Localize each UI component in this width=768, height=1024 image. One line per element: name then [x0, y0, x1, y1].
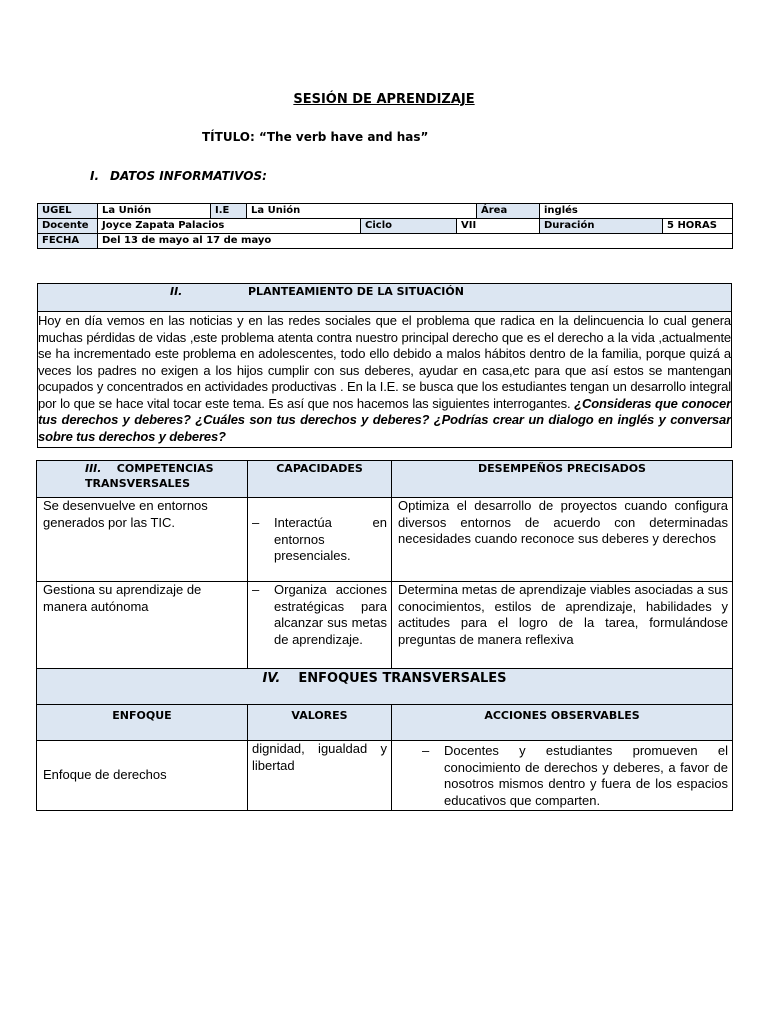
approach-row [37, 741, 733, 811]
desempenos-header: DESEMPEÑOS PRECISADOS [392, 461, 733, 498]
section-datos-informativos [90, 169, 267, 183]
info-table [37, 203, 733, 249]
section-label: DATOS INFORMATIVOS: [110, 169, 267, 183]
desempeno-cell: Optimiza el desarrollo de proyectos cuando configura diversos entornos de acuerdo con determinadas necesidades cuando reconoce sus deberes y derechos [392, 498, 733, 582]
list-dash: – [252, 582, 260, 597]
situation-body [38, 312, 731, 445]
situation-text: Hoy en día vemos en las noticias y en las redes sociales que el problema que radica en la delincuencia lo cual genera muchas pérdidas de vidas ,este problema atenta contra nuestro principal derecho que es el derecho a la vida ,actualmente se ha incrementado este problema en adolescentes, todo ello debido a malos hábitos dentro de la familia, porque quizá a veces los padres no exigen a los hijos cumplir con sus deberes, ayudar en casa,etc para que así estos se mantengan ocupados y concentrados en actividades productivas . En la I.E. se busca que los estudiantes tengan un desarrollo integral por lo que se hace vital tocar este tema. Es así que nos hacemos las siguientes interrogantes. [38, 313, 731, 411]
info-row-fecha [38, 234, 733, 249]
approaches-title: ENFOQUES TRANSVERSALES [298, 671, 507, 686]
approaches-number: IV. [262, 671, 281, 686]
approaches-heading [37, 669, 733, 705]
competency-row [37, 498, 733, 582]
docente-value: Joyce Zapata Palacios [98, 219, 361, 234]
situation-title: PLANTEAMIENTO DE LA SITUACIÓN [248, 285, 464, 298]
info-row-ugel [38, 204, 733, 219]
capacidad-text: Organiza acciones estratégicas para alcanzar sus metas de aprendizaje. [274, 582, 387, 647]
area-label: Área [477, 204, 540, 219]
capacidad-text: Interactúa en entornos presenciales. [274, 515, 387, 563]
competencies-header-label: COMPETENCIAS TRANSVERSALES [85, 462, 214, 490]
fecha-label: FECHA [38, 234, 98, 249]
competencia-cell: Se desenvuelve en entornos generados por las TIC. [37, 498, 248, 582]
capacidad-cell [248, 582, 392, 669]
list-dash: – [252, 515, 260, 530]
acciones-cell [392, 741, 733, 811]
docente-label: Docente [38, 219, 98, 234]
situation-box [37, 283, 732, 448]
ugel-value: La Unión [98, 204, 211, 219]
valores-cell: dignidad, igualdad y libertad [248, 741, 392, 811]
competencies-header-row [37, 461, 733, 498]
acciones-header: ACCIONES OBSERVABLES [392, 705, 733, 741]
duracion-label: Duración [540, 219, 663, 234]
area-value: inglés [540, 204, 733, 219]
duracion-value: 5 HORAS [663, 219, 733, 234]
info-row-docente [38, 219, 733, 234]
ugel-label: UGEL [38, 204, 98, 219]
situation-heading [38, 284, 731, 312]
situation-number: II. [170, 285, 183, 298]
list-dash: – [422, 743, 430, 758]
enfoque-header: ENFOQUE [37, 705, 248, 741]
ie-label: I.E [211, 204, 247, 219]
ciclo-label: Ciclo [361, 219, 457, 234]
competencies-number: III. [85, 462, 102, 475]
section-number: I. [90, 169, 100, 183]
desempeno-cell: Determina metas de aprendizaje viables asociadas a sus conocimientos, estilos de aprendizaje, habilidades y actitudes para el logro de la tarea, formulándose preguntas de manera reflexiva [392, 582, 733, 669]
capacidad-cell [248, 498, 392, 582]
acciones-text: Docentes y estudiantes promueven el conocimiento de derechos y deberes, a favor de nosotros mismos dentro y fuera de los espacios educativos que comparten. [444, 743, 728, 808]
enfoque-cell: Enfoque de derechos [37, 741, 248, 811]
competencies-table [36, 460, 733, 811]
document-title: SESIÓN DE APRENDIZAJE [293, 92, 475, 107]
session-subtitle: TÍTULO: “The verb have and has” [202, 130, 429, 144]
situation-questions: ¿Consideras que conocer tus derechos y deberes? ¿Cuáles son tus derechos y deberes? ¿Podrías crear un dialogo en inglés y conversar sobre tus derechos y deberes? [38, 395, 731, 444]
approaches-heading-row [37, 669, 733, 705]
ie-value: La Unión [247, 204, 477, 219]
competency-row [37, 582, 733, 669]
valores-header: VALORES [248, 705, 392, 741]
approaches-header-row [37, 705, 733, 741]
fecha-value: Del 13 de mayo al 17 de mayo [98, 234, 733, 249]
competencia-cell: Gestiona su aprendizaje de manera autónoma [37, 582, 248, 669]
ciclo-value: VII [457, 219, 540, 234]
capacidades-header: CAPACIDADES [248, 461, 392, 498]
competencies-header [37, 461, 248, 498]
